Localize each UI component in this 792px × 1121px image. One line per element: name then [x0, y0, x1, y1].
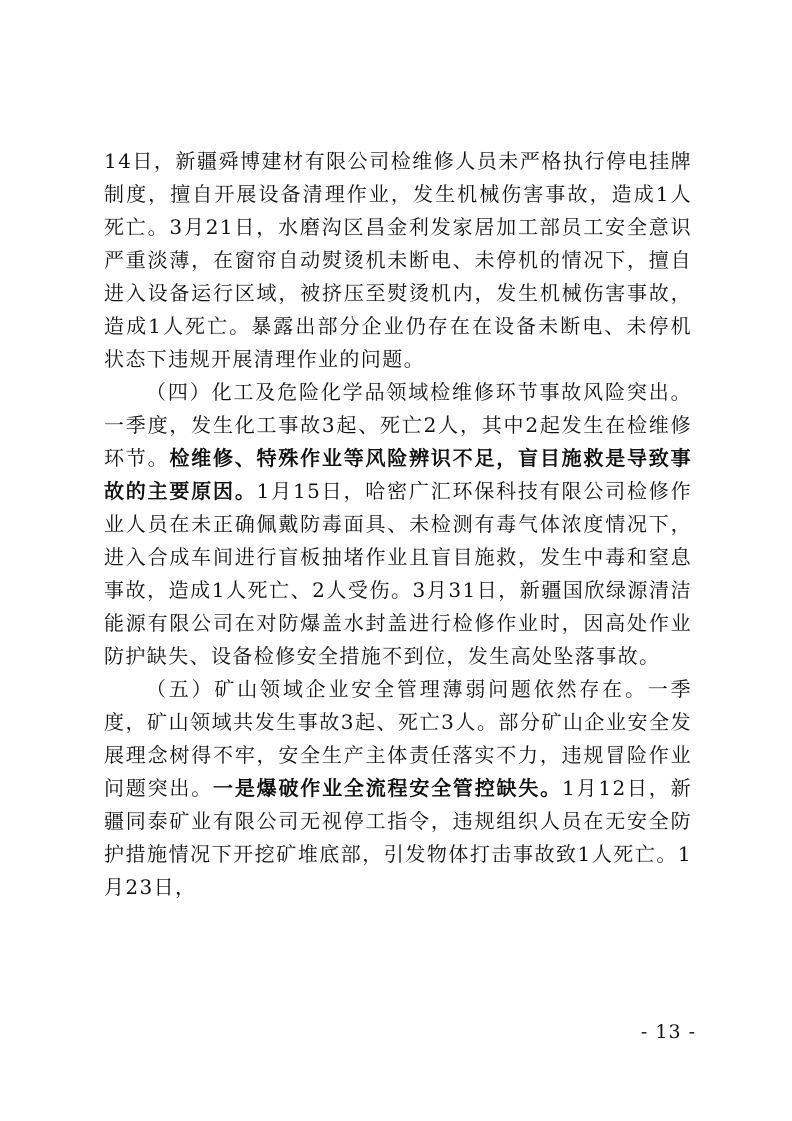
- body-text: [104, 145, 692, 904]
- paragraph-1: [104, 145, 692, 376]
- paragraph-3-emphasis: 一是爆破作业全流程安全管控缺失。: [213, 776, 562, 800]
- paragraph-3-text-b: 1月12日，新疆同泰矿业有限公司无视停工指令，违规组织人员在无安全防护措施情况下开挖矿堆底部，引发物体打击事故致1人死亡。1月23日，: [104, 776, 692, 899]
- paragraph-2-text-b: 1月15日，哈密广汇环保科技有限公司检修作业人员在未正确佩戴防毒面具、未检测有毒气体浓度情况下，进入合成车间进行盲板抽堵作业且盲目施救，发生中毒和窒息事故，造成1人死亡、2人受伤。3月31日，新疆国欣绿源清洁能源有限公司在对防爆盖水封盖进行检修作业时，因高处作业防护缺失、设备检修安全措施不到位，发生高处坠落事故。: [104, 479, 692, 668]
- paragraph-1-text: 14日，新疆舜博建材有限公司检维修人员未严格执行停电挂牌制度，擅自开展设备清理作业，发生机械伤害事故，造成1人死亡。3月21日，水磨沟区昌金利发家居加工部员工安全意识严重淡薄，在窗帘自动熨烫机未断电、未停机的情况下，擅自进入设备运行区域，被挤压至熨烫机内，发生机械伤害事故，造成1人死亡。暴露出部分企业仍存在在设备未断电、未停机状态下违规开展清理作业的问题。: [104, 149, 692, 371]
- paragraph-2-emphasis: 检维修、特殊作业等风险辨识不足，盲目施救是导致事故的主要原因。: [104, 446, 693, 503]
- paragraph-2-text-a: （四）化工及危险化学品领域检维修环节事故风险突出。一季度，发生化工事故3起、死亡2人，其中2起发生在检维修环节。: [104, 380, 692, 470]
- page-number: - 13 -: [640, 1021, 696, 1043]
- paragraph-3: [104, 673, 692, 904]
- paragraph-3-text-a: （五）矿山领域企业安全管理薄弱问题依然存在。一季度，矿山领域共发生事故3起、死亡3人。部分矿山企业安全发展理念树得不牢，安全生产主体责任落实不力，违规冒险作业问题突出。: [104, 677, 692, 800]
- paragraph-2: [104, 376, 692, 673]
